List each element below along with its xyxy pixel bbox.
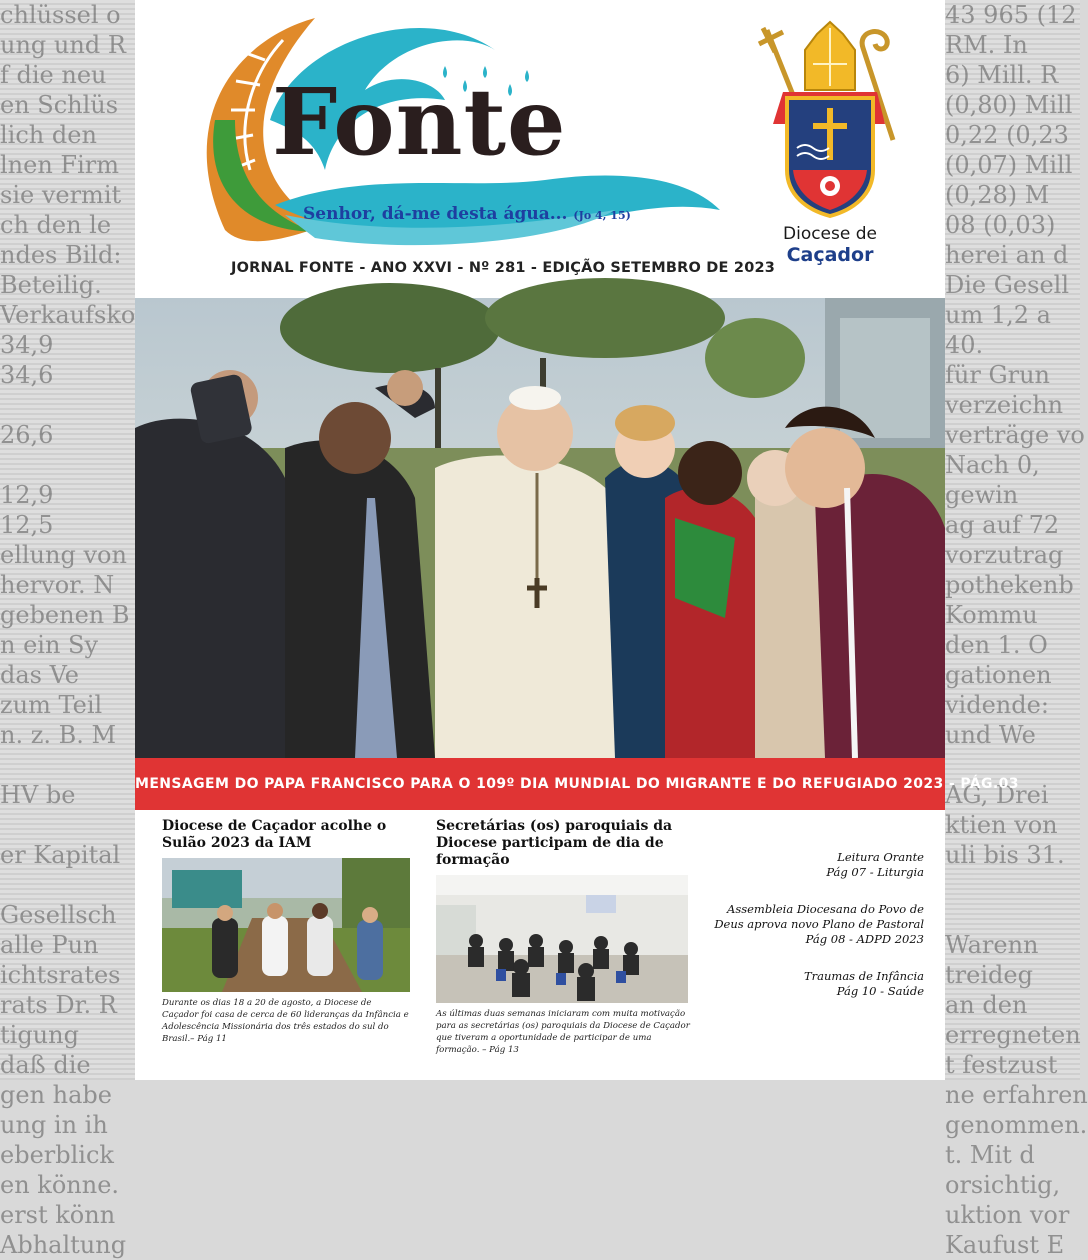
background-text-line: zum Teil (0, 691, 103, 719)
background-text-line: vidende: (945, 691, 1049, 719)
background-text-line: Die Gesell (945, 271, 1069, 299)
background-text-line: HV be (0, 781, 76, 809)
background-text-line: en Schlüs (0, 91, 119, 119)
background-text-line: 12,5 (0, 511, 54, 539)
background-text-line: n ein Sy (0, 631, 99, 659)
newspaper-title: Fonte (272, 68, 567, 176)
background-text-line: ichtsrates (0, 961, 121, 989)
background-text-right (945, 0, 1088, 1260)
background-text-line (0, 390, 135, 420)
story-title[interactable]: Diocese de Caçador acolhe o Sulão 2023 da IAM (162, 818, 387, 851)
background-text-line: t festzust (945, 1051, 1058, 1079)
story-caption: Durante os dias 18 a 20 de agosto, a Diocese de Caçador foi casa de cerca de 60 lideranças da Infância e Adolescência Missionária dos três estados do sul do Brasil.– Pág 11 (162, 998, 409, 1044)
sidebar-index (695, 850, 924, 1021)
background-text-line: ung in ih (0, 1111, 108, 1139)
background-text-line: hervor. N (0, 571, 115, 599)
background-text-line: (0,28) M (945, 181, 1050, 209)
background-text-line: RM. In (945, 31, 1028, 59)
background-text-line: (0,80) Mill (945, 91, 1073, 119)
headline-banner[interactable]: MENSAGEM DO PAPA FRANCISCO PARA O 109º DIA MUNDIAL DO MIGRANTE E DO REFUGIADO 2023 - PÁG.03 (135, 758, 945, 810)
pope-selfie-photo (135, 298, 945, 758)
background-text-line: den 1. O (945, 631, 1048, 659)
background-text-left (0, 0, 135, 1260)
background-text-line: daß die (0, 1051, 91, 1079)
background-text-line: 0,22 (0,23 (945, 121, 1069, 149)
background-text-line: um 1,2 a (945, 301, 1051, 329)
diocese-city: Caçador (786, 244, 874, 266)
diocese-logo (745, 20, 915, 270)
background-text-line: an den (945, 991, 1028, 1019)
background-text-line: und We (945, 721, 1036, 749)
background-text-line: Gesellsch (0, 901, 117, 929)
background-text-line: 08 (0,03) (945, 211, 1056, 239)
index-page-ref: Pág 10 - Saúde (836, 984, 924, 998)
background-text-line: vorzutrag (945, 541, 1064, 569)
hero-photo (135, 298, 945, 758)
story-title[interactable]: Secretárias (os) paroquiais da Diocese participam de dia de formação (436, 818, 673, 868)
index-headline[interactable]: Leitura Orante (837, 850, 924, 864)
background-text-line: uli bis 31. (945, 841, 1065, 869)
background-text-line: verzeichn (945, 391, 1064, 419)
background-text-line: Beteilig. (0, 271, 102, 299)
background-text-line: erst könn (0, 1201, 116, 1229)
background-text-line: 12,9 (0, 481, 54, 509)
background-text-line: ne erfahren (945, 1081, 1088, 1109)
background-text-line: ndes Bild: (0, 241, 122, 269)
background-text-line: ktien von (945, 811, 1058, 839)
background-text-line (0, 870, 135, 900)
background-text-line: 34,6 (0, 361, 54, 389)
story-secretarias[interactable] (436, 818, 690, 1056)
newspaper-tagline (303, 204, 631, 224)
background-text-line: t. Mit d (945, 1141, 1035, 1169)
background-text-line: Kaufust E (945, 1231, 1065, 1259)
background-text-line: f die neu (0, 61, 107, 89)
background-text-line: gen habe (0, 1081, 112, 1109)
background-text-line: (0,07) Mill (945, 151, 1073, 179)
background-text-line: erregneten (945, 1021, 1081, 1049)
background-text-line: treideg (945, 961, 1033, 989)
background-text-line (0, 810, 135, 840)
background-text-line: Warenn (945, 931, 1039, 959)
background-text-line: AG, Drei (945, 781, 1049, 809)
index-entry-traumas[interactable] (695, 969, 924, 999)
background-text-line (0, 450, 135, 480)
background-text-line: ung und R (0, 31, 126, 59)
background-text-line: n. z. B. M (0, 721, 117, 749)
background-text-line: 34,9 (0, 331, 54, 359)
story-photo-iam (162, 858, 410, 992)
background-text-line: ellung von (0, 541, 127, 569)
background-text-line: 43 965 (12 (945, 1, 1077, 29)
background-text-line: uktion vor (945, 1201, 1070, 1229)
background-text-line: für Grun (945, 361, 1050, 389)
background-text-line: lich den (0, 121, 97, 149)
background-text-line: en könne. (0, 1171, 120, 1199)
background-text-line: pothekenb (945, 571, 1074, 599)
background-text-line: 26,6 (0, 421, 54, 449)
story-photo-formacao (436, 875, 688, 1003)
index-page-ref: Pág 07 - Liturgia (826, 865, 924, 879)
background-text-line: eberblick (0, 1141, 114, 1169)
diocese-name: Diocese de (783, 224, 877, 244)
background-text-line: das Ve (0, 661, 79, 689)
coat-of-arms-icon (753, 20, 907, 220)
background-text-line: ag auf 72 (945, 511, 1060, 539)
background-text-line: verträge vo (945, 421, 1085, 449)
background-text-line: gewin (945, 481, 1019, 509)
background-text-line: gebenen B (0, 601, 130, 629)
tagline-reference: (Jo 4, 15) (573, 209, 631, 222)
masthead (135, 0, 945, 298)
index-entry-assembleia[interactable] (695, 902, 924, 947)
background-text-line: Verkaufsko (0, 301, 136, 329)
background-text-line: tigung (0, 1021, 79, 1049)
background-text-line (945, 870, 1080, 900)
background-text-line: genommen. (945, 1111, 1088, 1139)
background-text-line: Kommu (945, 601, 1038, 629)
background-text-line: chlüssel o (0, 1, 121, 29)
background-text-line (0, 750, 135, 780)
index-entry-leitura-orante[interactable] (695, 850, 924, 880)
background-text-line: sie vermit (0, 181, 122, 209)
index-headline[interactable]: Assembleia Diocesana do Povo de Deus aprova novo Plano de Pastoral (714, 902, 924, 931)
index-headline[interactable]: Traumas de Infância (803, 969, 924, 983)
background-text-line: Abhaltung (0, 1231, 127, 1259)
background-text-line: 6) Mill. R (945, 61, 1059, 89)
story-iam-sulao[interactable] (162, 818, 410, 1045)
background-text-line: alle Pun (0, 931, 99, 959)
index-page-ref: Pág 08 - ADPD 2023 (805, 932, 924, 946)
story-caption: As últimas duas semanas iniciaram com muita motivação para as secretárias (os) paroquiais da Diocese de Caçador que tiveram a oportunidade de participar de uma formação. – Pág 13 (436, 1009, 690, 1055)
background-text-line: er Kapital (0, 841, 121, 869)
background-text-line: orsichtig, (945, 1171, 1061, 1199)
background-text-line: ch den le (0, 211, 112, 239)
background-text-line: 40. (945, 331, 984, 359)
background-text-line: gationen (945, 661, 1052, 689)
background-text-line: rats Dr. R (0, 991, 117, 1019)
background-text-line: Nach 0, (945, 451, 1040, 479)
background-text-line (945, 900, 1080, 930)
background-text-line: lnen Firm (0, 151, 119, 179)
background-text-line: herei an d (945, 241, 1069, 269)
tagline-text: Senhor, dá-me desta água... (303, 204, 568, 224)
edition-line: JORNAL FONTE - ANO XXVI - Nº 281 - EDIÇÃO SETEMBRO DE 2023 (231, 260, 776, 276)
